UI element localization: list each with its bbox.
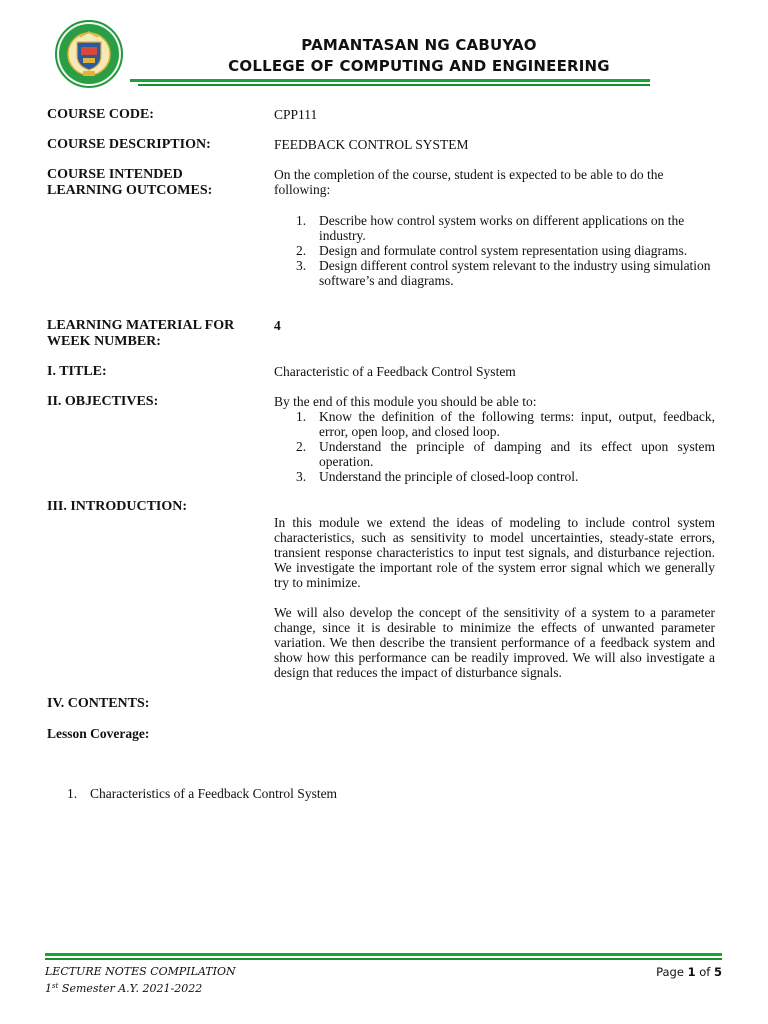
- objectives-intro: By the end of this module you should be able to:: [274, 394, 537, 409]
- ilo-label-line2: LEARNING OUTCOMES:: [47, 183, 213, 198]
- college-name: COLLEGE OF COMPUTING AND ENGINEERING: [228, 57, 610, 75]
- course-code-label: COURSE CODE:: [47, 107, 154, 122]
- ilo-section: [274, 167, 715, 288]
- university-name: PAMANTASAN NG CABUYAO: [301, 36, 537, 54]
- footer-semester: 1st Semester A.Y. 2021-2022: [45, 982, 203, 995]
- footer-divider-secondary: [45, 958, 722, 960]
- list-item: 2. Understand the principle of damping and its effect upon system operation.: [296, 439, 715, 469]
- course-code-value: CPP111: [274, 107, 318, 122]
- list-item: 3. Design different control system relevant to the industry using simulation software’s and diagrams.: [296, 258, 711, 288]
- objectives-section: [274, 394, 715, 484]
- list-item: 1. Describe how control system works on different applications on the industry.: [296, 213, 685, 243]
- week-label-line2: WEEK NUMBER:: [47, 334, 161, 349]
- introduction-paragraph-1: In this module we extend the ideas of modeling to include control system characteristics, such as sensitivity to model uncertainties, steady-state errors, transient response characteristics to input test signals, and disturbance rejection. We investigate the important role of the system error signal which we generally try to minimize.: [274, 515, 715, 590]
- course-description-label: COURSE DESCRIPTION:: [47, 137, 211, 152]
- week-label: [47, 318, 234, 350]
- objectives-label: II. OBJECTIVES:: [47, 394, 159, 409]
- header-divider: [130, 79, 650, 82]
- list-item: 3. Understand the principle of closed-loop control.: [296, 469, 579, 484]
- list-item: 1. Know the definition of the following terms: input, output, feedback, error, open loop, and closed loop.: [296, 409, 715, 439]
- title-value: Characteristic of a Feedback Control System: [274, 364, 516, 379]
- footer-left: [45, 965, 236, 996]
- university-seal-icon: [50, 20, 128, 88]
- page-number: Page 1 of 5: [656, 965, 722, 979]
- ilo-list: [274, 213, 715, 288]
- footer-divider: [45, 953, 722, 956]
- ilo-intro: On the completion of the course, student is expected to be able to do the following:: [274, 167, 664, 197]
- header-divider-secondary: [138, 84, 650, 86]
- list-item: 1. Characteristics of a Feedback Control System: [67, 786, 338, 801]
- title-label: I. TITLE:: [47, 364, 107, 379]
- week-label-line1: LEARNING MATERIAL FOR: [47, 318, 235, 333]
- ilo-label: [47, 167, 212, 199]
- introduction-label: III. INTRODUCTION:: [47, 499, 188, 514]
- list-item: 2. Design and formulate control system representation using diagrams.: [296, 243, 688, 258]
- course-description-value: FEEDBACK CONTROL SYSTEM: [274, 137, 469, 152]
- footer-title: LECTURE NOTES COMPILATION: [45, 965, 236, 978]
- ilo-label-line1: COURSE INTENDED: [47, 167, 183, 182]
- week-number-value: 4: [274, 318, 281, 333]
- introduction-paragraph-2: We will also develop the concept of the sensitivity of a system to a parameter change, since it is desirable to minimize the effects of unwanted parameter variation. We then describe the transient performance of a feedback system and show how this performance can be readily improved. We will also investigate a design that reduces the impact of disturbance signals.: [274, 605, 715, 680]
- objectives-list: [274, 409, 715, 484]
- contents-label: IV. CONTENTS:: [47, 696, 150, 711]
- lesson-coverage-label: Lesson Coverage:: [47, 726, 150, 741]
